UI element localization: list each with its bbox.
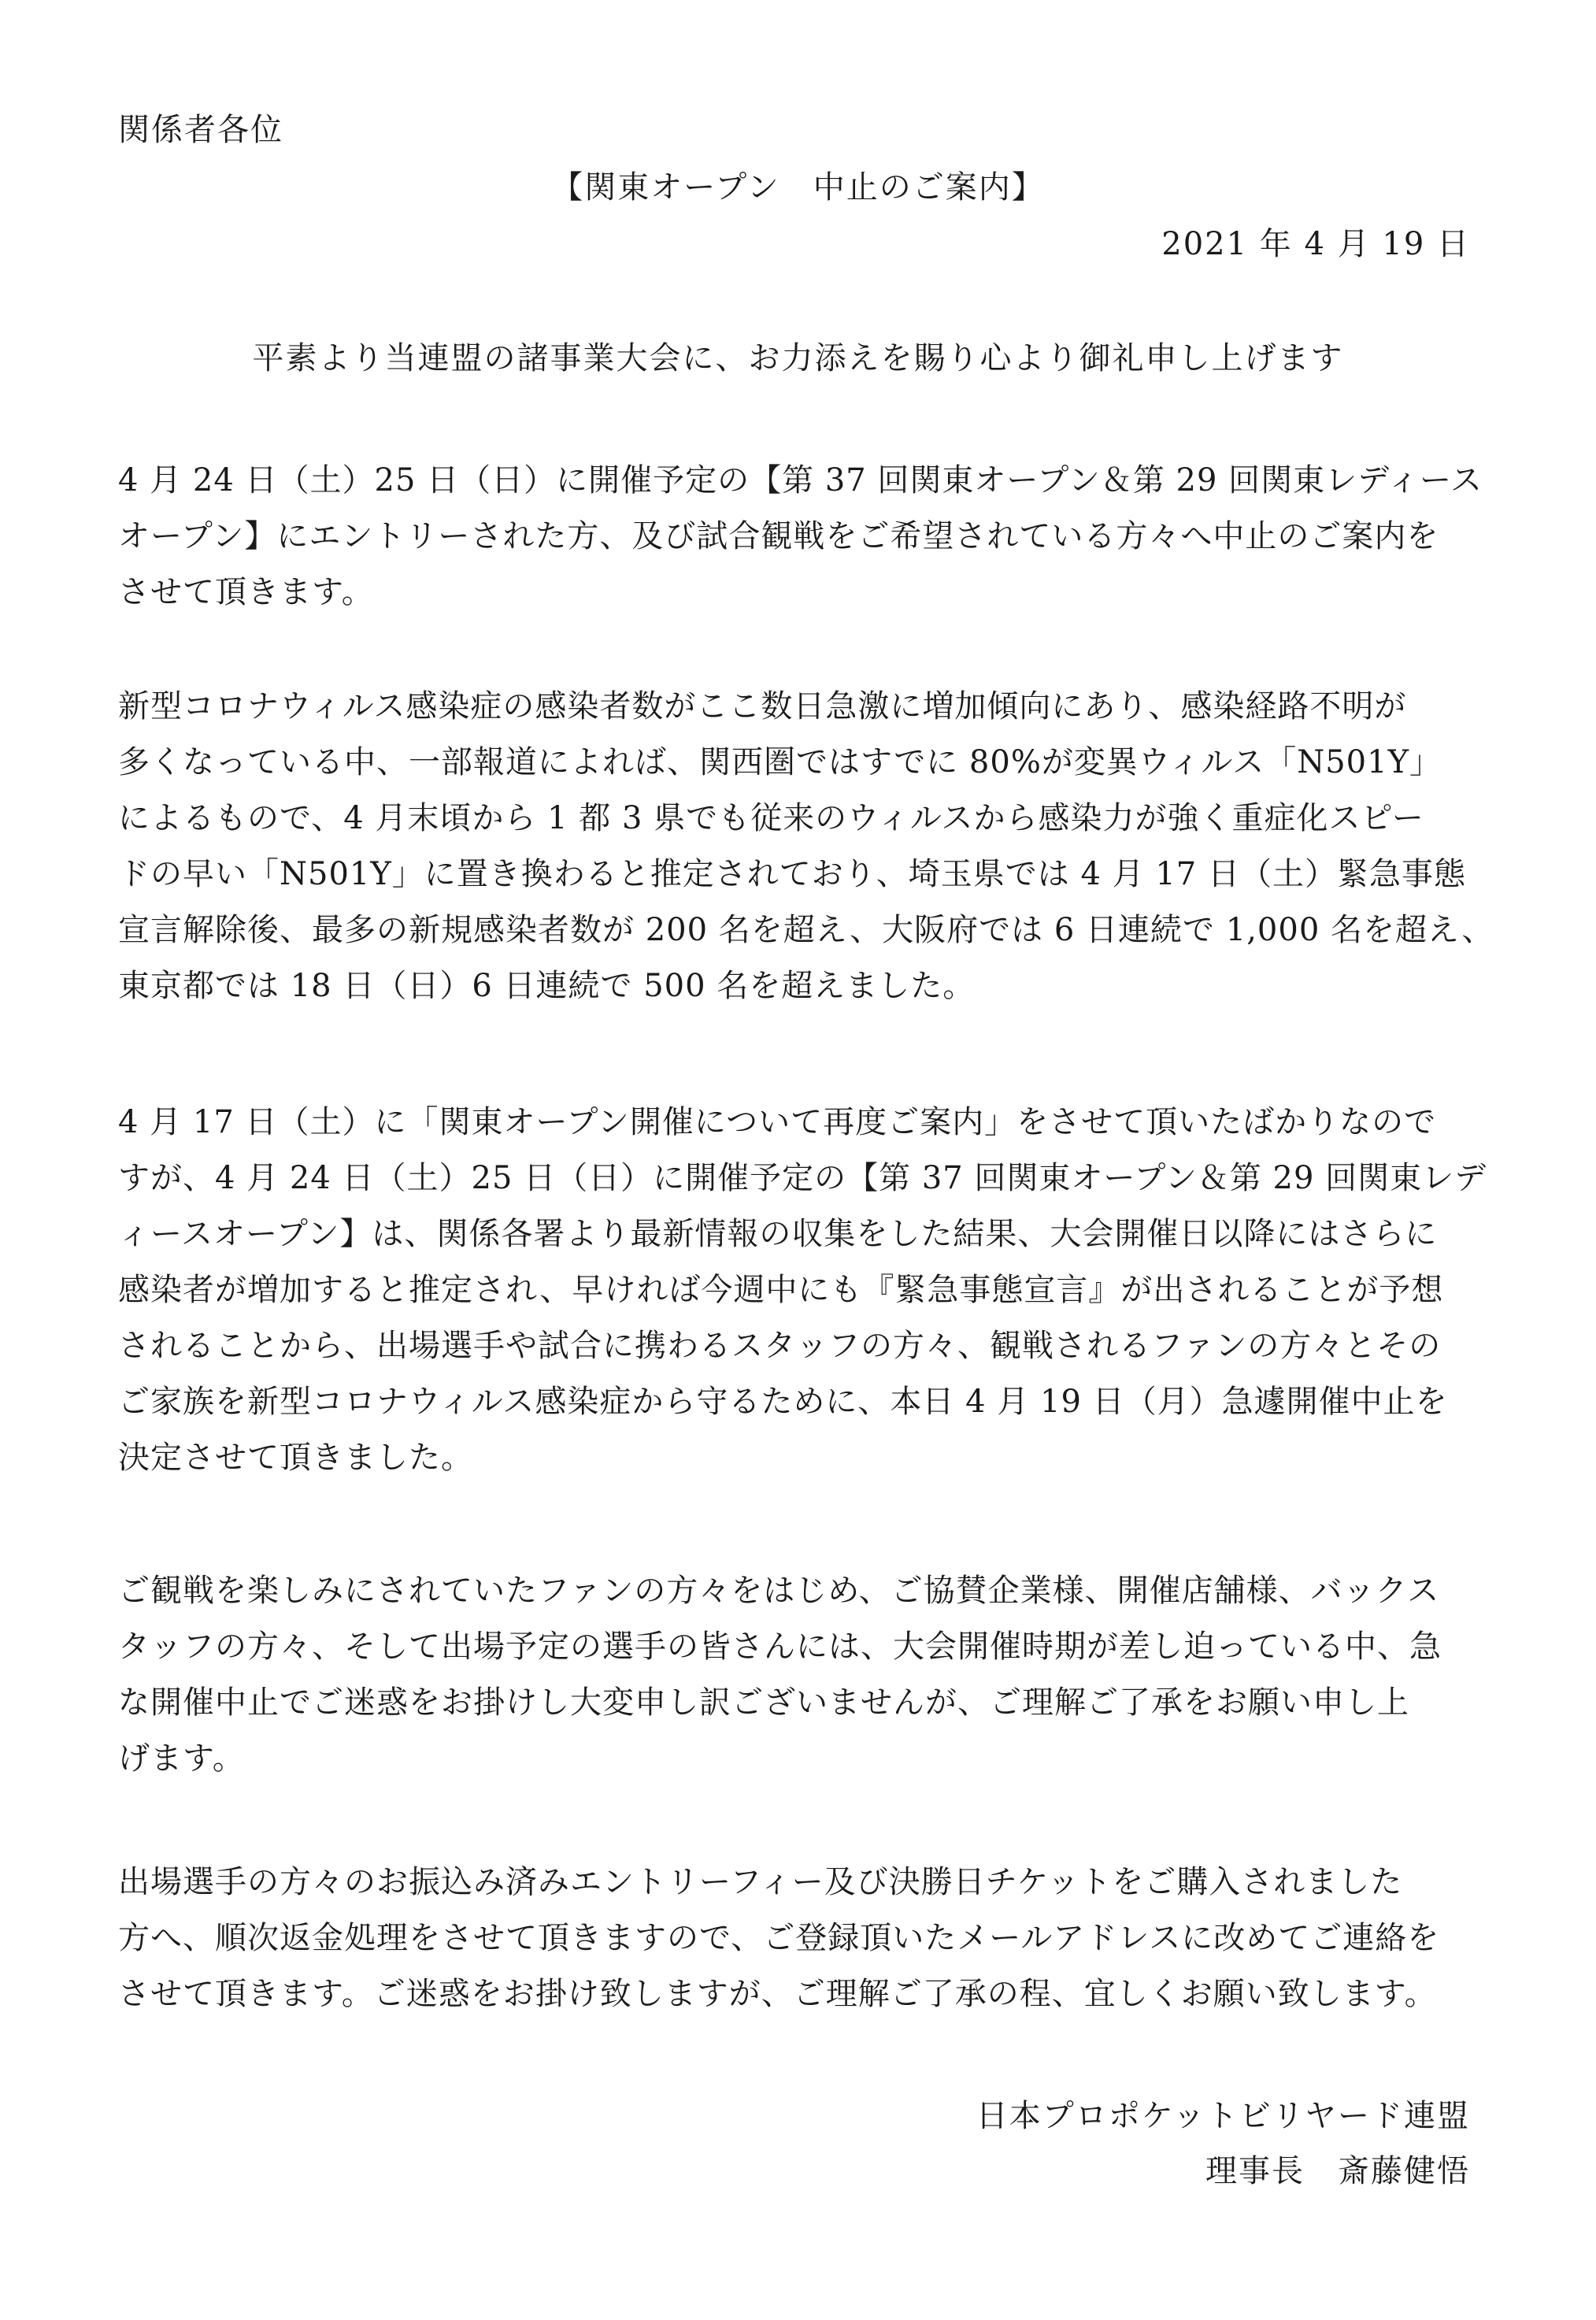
paragraph-line: げます。 (118, 1740, 245, 1777)
paragraph-line: 決定させて頂きました。 (118, 1440, 473, 1476)
paragraph-line: によるもので、4 月末頃から 1 都 3 県でも従来のウィルスから感染力が強く重症化スピー (118, 800, 1424, 836)
paragraph-line: 4 月 17 日（土）に「関東オープン開催について再度ご案内」をさせて頂いたばかりなので (118, 1104, 1437, 1140)
paragraph-apology (118, 1563, 1480, 1787)
paragraph-decision (118, 1095, 1487, 1486)
paragraph-line: 多くなっている中、一部報道によれば、関西圏ではすでに 80%が変異ウィルス「N501Y」 (118, 744, 1442, 780)
paragraph-line: ご観戦を楽しみにされていたファンの方々をはじめ、ご協賛企業様、開催店舗様、バックス (118, 1573, 1440, 1609)
paragraph-line: 新型コロナウィルス感染症の感染者数がここ数日急激に増加傾向にあり、感染経路不明が (118, 688, 1407, 725)
paragraph-line: ドの早い「N501Y」に置き換わると推定されており、埼玉県では 4 月 17 日（土）緊急事態 (118, 856, 1466, 892)
paragraph-line: 宣言解除後、最多の新規感染者数が 200 名を超え、大阪府では 6 日連続で 1,000 名を超え、 (118, 912, 1494, 948)
document-date: 2021 年 4 月 19 日 (1161, 226, 1470, 262)
paragraph-line: 出場選手の方々のお振込み済みエントリーフィー及び決勝日チケットをご購入されました (118, 1864, 1403, 1900)
signature-organization: 日本プロポケットビリヤード連盟 (976, 2098, 1470, 2134)
signature-representative: 理事長 斎藤健悟 (1205, 2153, 1470, 2189)
paragraph-cancellation-notice (118, 453, 1483, 621)
paragraph-refund (118, 1855, 1480, 2022)
paragraph-line: させて頂きます。ご迷惑をお掛け致しますが、ご理解ご了承の程、宜しくお願い致します。 (118, 1976, 1437, 2012)
paragraph-line: 感染者が増加すると推定され、早ければ今週中にも『緊急事態宣言』が出されることが予想 (118, 1272, 1444, 1308)
paragraph-line: させて頂きます。 (118, 574, 374, 610)
paragraph-line: な開催中止でご迷惑をお掛けし大変申し訳ございませんが、ご理解ご了承をお願い申し上 (118, 1684, 1409, 1721)
paragraph-line: されることから、出場選手や試合に携わるスタッフの方々、観戦されるファンの方々とその (118, 1328, 1442, 1364)
paragraph-infection-status (118, 679, 1494, 1014)
paragraph-line: ご家族を新型コロナウィルス感染症から守るために、本日 4 月 19 日（月）急遽開催中止を (118, 1384, 1448, 1420)
paragraph-line: タッフの方々、そして出場予定の選手の皆さんには、大会開催時期が差し迫っている中、急 (118, 1629, 1442, 1665)
paragraph-line: 東京都では 18 日（日）6 日連続で 500 名を超えました。 (118, 968, 976, 1004)
paragraph-line: すが、4 月 24 日（土）25 日（日）に開催予定の【第 37 回関東オープン＆第 29 回関東レデ (118, 1160, 1487, 1196)
paragraph-line: 方へ、順次返金処理をさせて頂きますので、ご登録頂いたメールアドレスに改めてご連絡を (118, 1920, 1440, 1956)
paragraph-line: オープン】にエントリーされた方、及び試合観戦をご希望されている方々へ中止のご案内を (118, 518, 1439, 554)
paragraph-line: 4 月 24 日（土）25 日（日）に開催予定の【第 37 回関東オープン＆第 29 回関東レディース (118, 462, 1483, 498)
signature-block (976, 2088, 1470, 2199)
addressee: 関係者各位 (118, 112, 283, 148)
greeting: 平素より当連盟の諸事業大会に、お力添えを賜り心より御礼申し上げます (252, 340, 1344, 376)
document-title: 【関東オープン 中止のご案内】 (551, 169, 1045, 206)
paragraph-line: ィースオープン】は、関係各署より最新情報の収集をした結果、大会開催日以降にはさらに (118, 1216, 1438, 1252)
